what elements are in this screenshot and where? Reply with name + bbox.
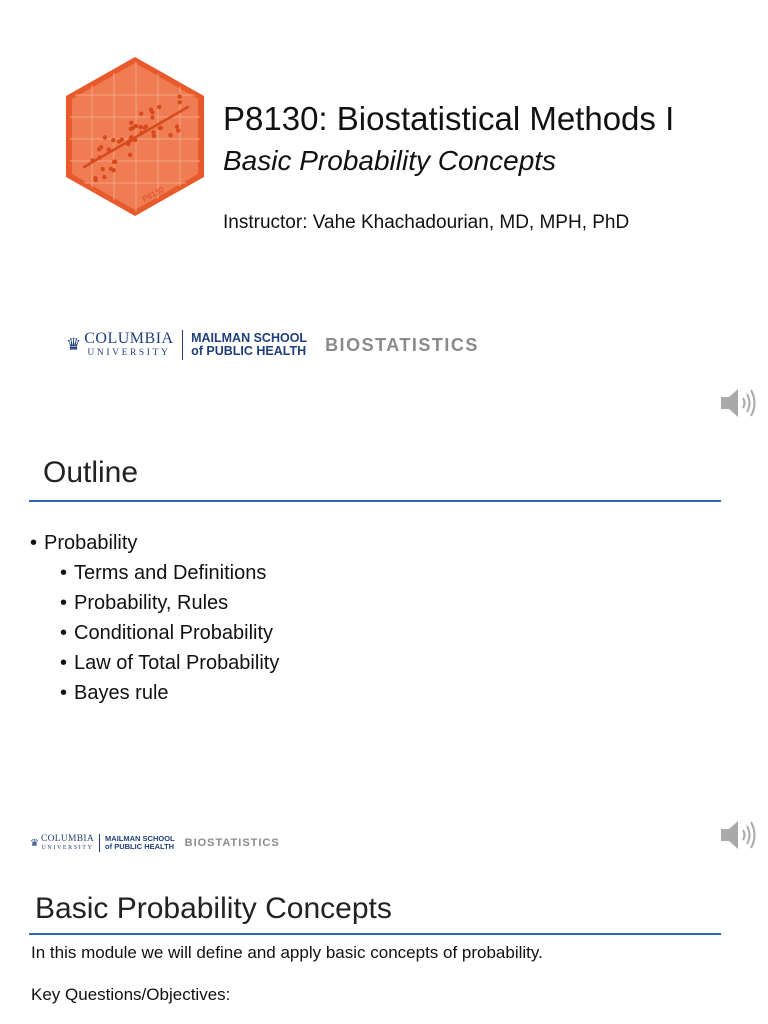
course-title: P8130: Biostatistical Methods I	[223, 100, 675, 137]
scatter-point	[103, 135, 107, 139]
columbia-mailman-logo-small	[30, 834, 280, 852]
logo-public-health: of PUBLIC HEALTH	[105, 842, 175, 851]
scatter-point	[139, 112, 143, 116]
logo-university: UNIVERSITY	[41, 845, 94, 852]
logo-mailman: MAILMAN SCHOOL	[191, 330, 308, 345]
scatter-point	[112, 160, 116, 164]
logo-biostatistics: BIOSTATISTICS	[184, 837, 280, 849]
logo-biostatistics: BIOSTATISTICS	[325, 334, 479, 355]
scatter-point	[128, 153, 132, 157]
title-rule	[29, 500, 721, 502]
scatter-point	[150, 115, 154, 119]
scatter-point	[176, 128, 180, 132]
scatter-point	[131, 126, 135, 130]
outline-item: • Law of Total Probability	[30, 648, 279, 678]
scatter-point	[158, 126, 162, 130]
logo-university: UNIVERSITY	[87, 348, 171, 359]
columbia-mailman-logo	[66, 330, 479, 360]
scatter-point	[117, 139, 121, 143]
scatter-point	[111, 168, 115, 172]
crown-icon: ♛	[30, 837, 39, 849]
scatter-point	[150, 110, 154, 114]
scatter-point	[157, 105, 161, 109]
outline-item: • Terms and Definitions	[30, 558, 279, 588]
module-intro: In this module we will define and apply basic concepts of probability.	[31, 943, 543, 962]
logo-mailman: MAILMAN SCHOOL	[105, 834, 175, 844]
course-subtitle: Basic Probability Concepts	[223, 145, 557, 176]
title-rule	[29, 933, 721, 935]
scatter-point	[101, 167, 105, 171]
scatter-point	[152, 134, 156, 138]
logo-columbia: COLUMBIA	[40, 833, 95, 844]
scatter-point	[178, 94, 182, 98]
outline-item: • Bayes rule	[30, 678, 279, 708]
outline-item: • Probability	[30, 528, 279, 558]
scatter-point	[111, 138, 115, 142]
hex-label: P8130	[140, 184, 166, 204]
logo-divider	[99, 834, 100, 852]
scatter-point	[102, 175, 106, 179]
speaker-icon[interactable]	[718, 384, 758, 422]
concepts-title: Basic Probability Concepts	[35, 892, 392, 925]
crown-icon: ♛	[66, 335, 82, 354]
scatter-point	[175, 124, 179, 128]
logo-divider	[182, 330, 184, 360]
logo-columbia: COLUMBIA	[84, 330, 174, 348]
scatter-point	[93, 178, 97, 182]
scatter-point	[168, 133, 172, 137]
instructor-line: Instructor: Vahe Khachadourian, MD, MPH, PhD	[223, 212, 630, 233]
scatter-point	[178, 100, 182, 104]
outline-item: • Probability, Rules	[30, 588, 279, 618]
outline-list	[30, 528, 279, 708]
outline-title: Outline	[43, 456, 139, 489]
scatter-point	[144, 125, 148, 129]
course-hex-logo	[62, 55, 208, 218]
key-questions-heading: Key Questions/Objectives:	[31, 985, 231, 1004]
scatter-point	[129, 121, 133, 125]
logo-public-health: of PUBLIC HEALTH	[191, 344, 307, 358]
scatter-point	[99, 145, 103, 149]
scatter-point	[138, 125, 142, 129]
outline-item: • Conditional Probability	[30, 618, 279, 648]
speaker-icon[interactable]	[718, 816, 758, 854]
